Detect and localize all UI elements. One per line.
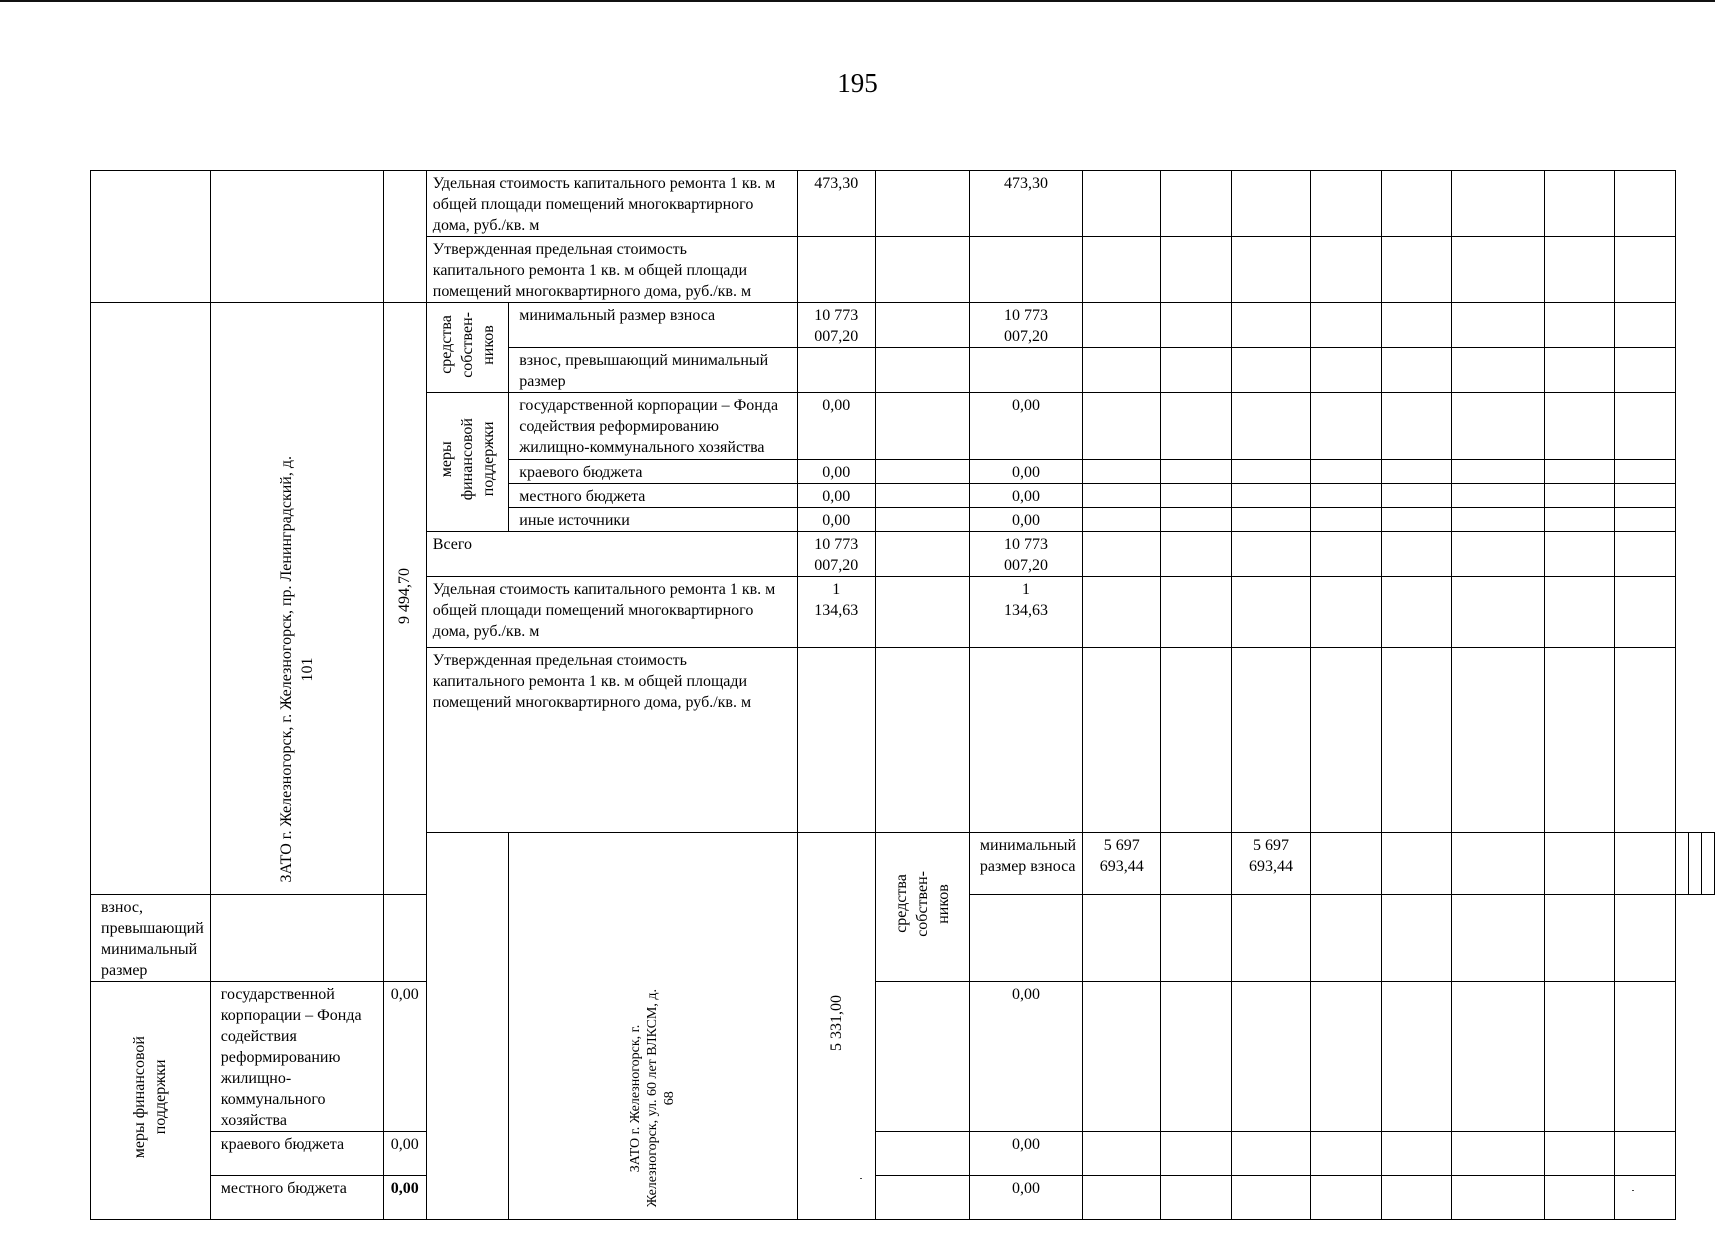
local-budget-value: 0,00: [383, 1176, 426, 1220]
total-value: 10 773 007,20: [797, 532, 875, 577]
fund-value: 0,00: [969, 982, 1082, 1132]
min-contribution-value: 5 697 693,44: [1232, 833, 1311, 895]
table-row: [91, 982, 1715, 1132]
local-budget-label: местного бюджета: [509, 484, 797, 508]
fund-value: 0,00: [969, 393, 1082, 460]
unit-cost-value: 473,30: [969, 171, 1082, 237]
unit-cost-value: 473,30: [797, 171, 875, 237]
total-label: Всего: [426, 532, 797, 577]
scan-top-edge: [0, 0, 1715, 2]
excess-contribution-label: взнос, превышающий минимальный размер: [91, 895, 211, 982]
scan-speck: [1632, 1190, 1634, 1191]
area-text: 5 331,00: [827, 995, 845, 1051]
regional-budget-value: 0,00: [383, 1132, 426, 1176]
owners-funds-group: средства собствен- ников: [426, 303, 508, 393]
financial-support-group: меры финансовой поддержки: [426, 393, 508, 532]
unit-cost-value: 1 134,63: [969, 577, 1082, 648]
regional-budget-value: 0,00: [969, 1132, 1082, 1176]
unit-cost-label: Удельная стоимость капитального ремонта 1 кв. м общей площади помещений многоквартирного дома, руб./кв. м: [426, 577, 797, 648]
excess-contribution-label: взнос, превышающий минимальный размер: [509, 348, 797, 393]
regional-budget-value: 0,00: [797, 460, 875, 484]
empty-cell: [210, 171, 383, 303]
other-sources-label: иные источники: [509, 508, 797, 532]
min-contribution-label: минимальный размер взноса: [969, 833, 1082, 895]
regional-budget-label: краевого бюджета: [509, 460, 797, 484]
min-contribution-label: минимальный размер взноса: [509, 303, 797, 348]
local-budget-label: местного бюджета: [210, 1176, 383, 1220]
owners-funds-group: средства собствен- ников: [875, 833, 969, 982]
unit-cost-value: 1 134,63: [797, 577, 875, 648]
other-sources-value: 0,00: [969, 508, 1082, 532]
area-cell: [797, 833, 875, 1220]
unit-cost-label: Удельная стоимость капитального ремонта 1 кв. м общей площади помещений многоквартирного дома, руб./кв. м: [426, 171, 797, 237]
limit-cost-label: Утвержденная предельная стоимость капитального ремонта 1 кв. м общей площади помещений многоквартирного дома, руб./кв. м: [426, 237, 797, 303]
min-contribution-value: 10 773 007,20: [969, 303, 1082, 348]
table-row: [91, 1132, 1715, 1176]
page-number: 195: [837, 68, 878, 98]
area-cell: [383, 303, 426, 895]
min-contribution-value: 5 697 693,44: [1083, 833, 1161, 895]
address-cell: [210, 303, 383, 895]
financial-support-group: меры финансовой поддержки: [91, 982, 211, 1220]
limit-cost-label: Утвержденная предельная стоимость капитального ремонта 1 кв. м общей площади помещений многоквартирного дома, руб./кв. м: [426, 648, 797, 833]
regional-budget-value: 0,00: [969, 460, 1082, 484]
other-sources-value: 0,00: [797, 508, 875, 532]
local-budget-value: 0,00: [969, 484, 1082, 508]
empty-cell: [383, 171, 426, 303]
capital-repair-table: [90, 170, 1715, 1220]
local-budget-value: 0,00: [969, 1176, 1082, 1220]
address-cell: [509, 833, 797, 1220]
total-value: 10 773 007,20: [969, 532, 1082, 577]
fund-value: 0,00: [383, 982, 426, 1132]
table-row: [91, 303, 1715, 348]
empty-cell: [875, 171, 969, 237]
fund-label: государственной корпорации – Фонда содействия реформированию жилищно-коммунального хозяйства: [509, 393, 797, 460]
area-text: 9 494,70: [396, 567, 414, 624]
fund-value: 0,00: [797, 393, 875, 460]
empty-cell: [426, 833, 508, 1220]
fund-label: государственной корпорации – Фонда содействия реформированию жилищно-коммунального хозяйства: [210, 982, 383, 1132]
table-row: [91, 1176, 1715, 1220]
scan-speck: [860, 1178, 862, 1179]
empty-cell: [91, 303, 211, 895]
table-row: [91, 171, 1715, 237]
address-text: ЗАТО г. Железногорск, г. Железногорск, ул. 60 лет ВЛКСМ, д. 68: [628, 988, 678, 1207]
min-contribution-value: 10 773 007,20: [797, 303, 875, 348]
address-text: ЗАТО г. Железногорск, г. Железногорск, пр. Ленинградский, д. 101: [277, 455, 316, 882]
regional-budget-label: краевого бюджета: [210, 1132, 383, 1176]
empty-cell: [91, 171, 211, 303]
local-budget-value: 0,00: [797, 484, 875, 508]
